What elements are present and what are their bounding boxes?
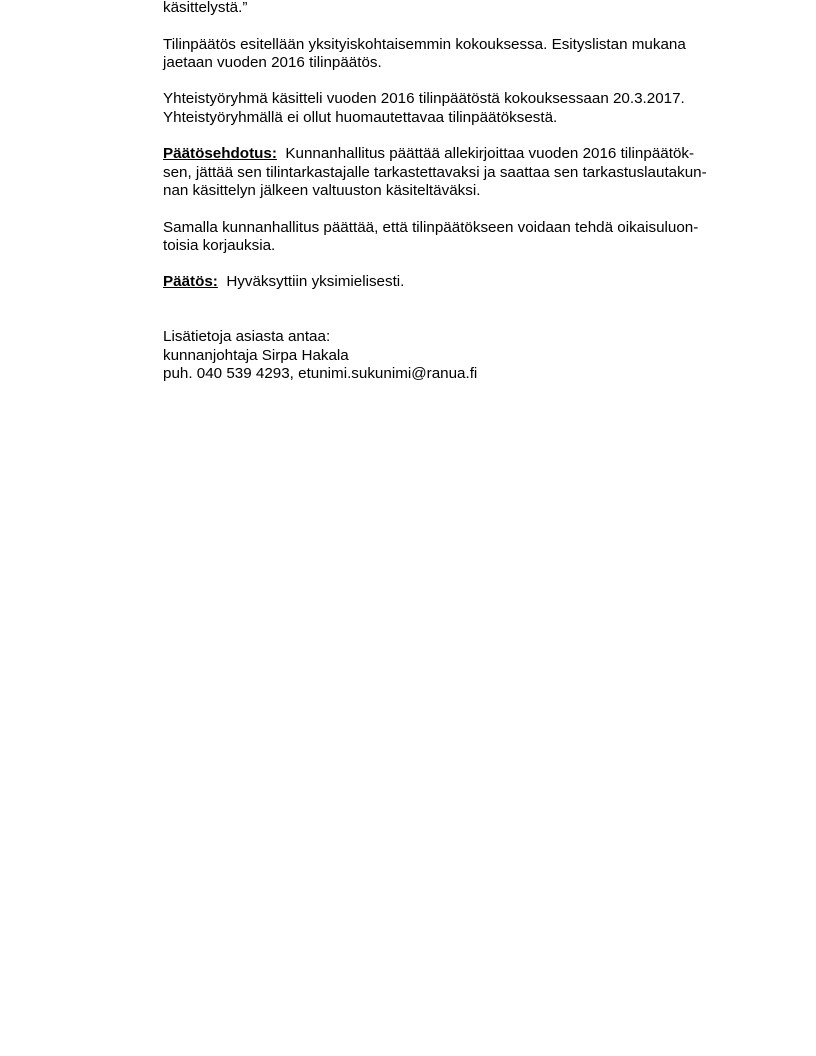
paragraph-presentation [163,36,743,73]
decision-text: Hyväksyttiin yksimielisesti. [226,273,405,291]
contact-name: kunnanjohtaja Sirpa Hakala [163,346,349,364]
paragraph-decision [163,273,743,291]
text-line: nan käsittelyn jälkeen valtuuston käsiteltäväksi. [163,181,481,199]
contact-block [163,328,743,383]
proposal-first-line [163,145,743,163]
document-body [163,0,743,383]
paragraph-corrections [163,219,743,256]
text-line: Samalla kunnanhallitus päättää, että tilinpäätökseen voidaan tehdä oikaisuluon- [163,218,699,236]
contact-details: puh. 040 539 4293, etunimi.sukunimi@ranua.fi [163,364,478,382]
text-line: sen, jättää sen tilintarkastajalle tarkastettavaksi ja saattaa sen tarkastuslautakun- [163,163,707,181]
text-line: Yhteistyöryhmä käsitteli vuoden 2016 tilinpäätöstä kokouksessaan 20.3.2017. [163,90,685,108]
paragraph-cooperation [163,90,743,127]
paragraph-proposal [163,145,743,200]
spacer [163,310,743,328]
contact-heading: Lisätietoja asiasta antaa: [163,328,331,346]
text-line: toisia korjauksia. [163,236,276,254]
text-line: Tilinpäätös esitellään yksityiskohtaisemmin kokouksessa. Esityslistan mukana [163,35,686,53]
decision-label: Päätös: [163,273,218,291]
proposal-label: Päätösehdotus: [163,145,277,163]
text-line: käsittelystä.” [163,0,248,16]
decision-line [163,273,743,291]
quote-ending [163,0,743,17]
text-line: Yhteistyöryhmällä ei ollut huomautettavaa tilinpäätöksestä. [163,108,558,126]
text-line: jaetaan vuoden 2016 tilinpäätös. [163,53,382,71]
proposal-text: Kunnanhallitus päättää allekirjoittaa vuoden 2016 tilinpäätök- [285,145,695,163]
